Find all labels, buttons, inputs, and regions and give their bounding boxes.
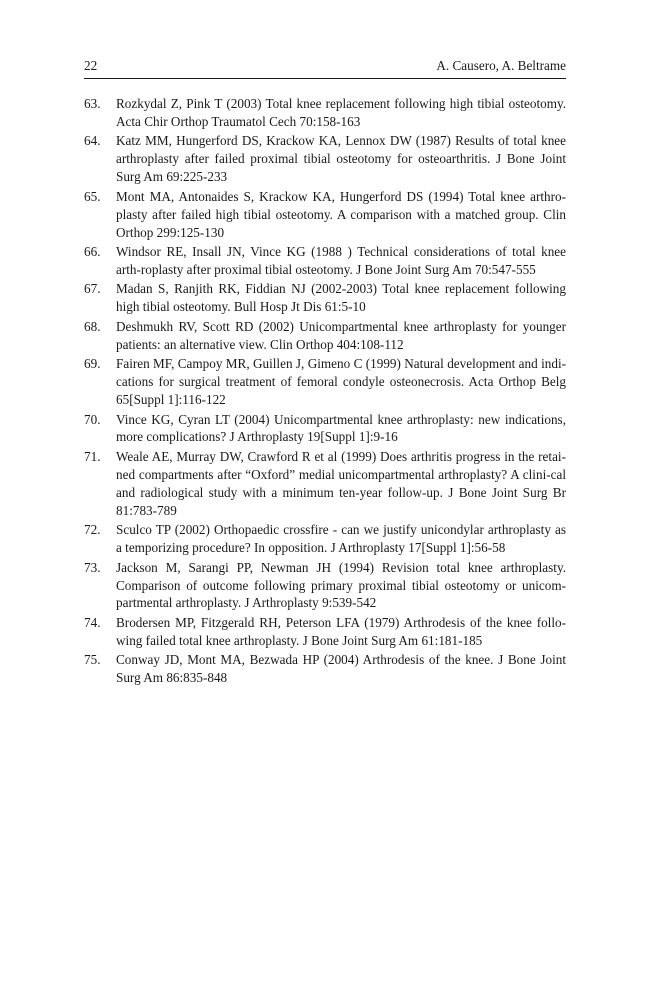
reference-item [84, 559, 566, 613]
reference-text: Brodersen MP, Fitzgerald RH, Peterson LFA (1979) Arthrodesis of the knee follo-wing failed total knee arthroplasty. J Bone Joint Surg Am 61:181-185 [116, 614, 566, 648]
header-rule [84, 78, 566, 79]
reference-number: 63. [84, 96, 101, 111]
reference-number: 64. [84, 133, 101, 149]
reference-number: 75. [84, 652, 101, 668]
reference-text: Sculco TP (2002) Orthopaedic crossfire - can we justify unicondylar arthroplasty as a temporizing procedure? In opposition. J Arthroplasty 17[Suppl 1]:56-58 [116, 522, 566, 556]
reference-item [84, 651, 566, 687]
reference-item [84, 448, 566, 520]
reference-list [84, 95, 566, 689]
reference-item [84, 318, 566, 354]
running-head-authors: A. Causero, A. Beltrame [436, 58, 566, 73]
reference-number: 70. [84, 411, 101, 427]
reference-item [84, 243, 566, 279]
reference-number: 69. [84, 356, 101, 372]
reference-text: Mont MA, Antonaides S, Krackow KA, Hungerford DS (1994) Total knee arthro-plasty after failed high tibial osteotomy. A comparison with a matched group. Clin Orthop 299:125-130 [116, 188, 566, 240]
reference-number: 72. [84, 522, 101, 538]
reference-item [84, 355, 566, 409]
reference-text: Rozkydal Z, Pink T (2003) Total knee replacement following high tibial osteotomy. Acta Chir Orthop Traumatol Cech 70:158-163 [116, 96, 566, 129]
reference-number: 71. [84, 448, 101, 464]
reference-item [84, 411, 566, 447]
reference-item [84, 188, 566, 242]
reference-item [84, 95, 566, 131]
reference-number: 73. [84, 559, 101, 575]
reference-number: 65. [84, 188, 101, 204]
reference-number: 68. [84, 318, 101, 334]
reference-text: Fairen MF, Campoy MR, Guillen J, Gimeno C (1999) Natural development and indi-cations for surgical treatment of femoral condyle osteonecrosis. Acta Orthop Belg 65[Suppl 1]:116-122 [116, 356, 566, 408]
reference-item [84, 614, 566, 650]
reference-text: Windsor RE, Insall JN, Vince KG (1988 ) Technical considerations of total knee arth-roplasty after proximal tibial osteotomy. J Bone Joint Surg Am 70:547-555 [116, 244, 566, 277]
page-number: 22 [84, 58, 98, 73]
reference-text: Jackson M, Sarangi PP, Newman JH (1994) Revision total knee arthroplasty. Comparison of outcome following primary proximal tibial osteotomy or unicom-partmental arthroplasty. J Arthroplasty 9:539-542 [116, 559, 566, 611]
reference-text: Deshmukh RV, Scott RD (2002) Unicompartmental knee arthroplasty for younger patients: an alternative view. Clin Orthop 404:108-112 [116, 318, 566, 352]
reference-number: 67. [84, 281, 101, 297]
reference-text: Vince KG, Cyran LT (2004) Unicompartmental knee arthroplasty: new indications, more complications? J Arthroplasty 19[Suppl 1]:9-16 [116, 411, 566, 445]
reference-number: 66. [84, 244, 101, 260]
running-head [84, 58, 566, 80]
reference-text: Weale AE, Murray DW, Crawford R et al (1999) Does arthritis progress in the retai-ned compartments after “Oxford” medial unicompartmental arthroplasty? A clini-cal and radiological study with a minimum ten-year follow-up. J Bone Joint Surg Br 81:783-789 [116, 448, 566, 518]
reference-item [84, 132, 566, 186]
reference-number: 74. [84, 614, 101, 630]
reference-text: Conway JD, Mont MA, Bezwada HP (2004) Arthrodesis of the knee. J Bone Joint Surg Am 86:835-848 [116, 652, 566, 686]
reference-text: Madan S, Ranjith RK, Fiddian NJ (2002-2003) Total knee replacement following high tibial osteotomy. Bull Hosp Jt Dis 61:5-10 [116, 281, 566, 315]
reference-item [84, 280, 566, 316]
reference-text: Katz MM, Hungerford DS, Krackow KA, Lennox DW (1987) Results of total knee arthroplasty after failed proximal tibial osteotomy for osteoarthritis. J Bone Joint Surg Am 69:225-233 [116, 133, 566, 185]
reference-item [84, 521, 566, 557]
